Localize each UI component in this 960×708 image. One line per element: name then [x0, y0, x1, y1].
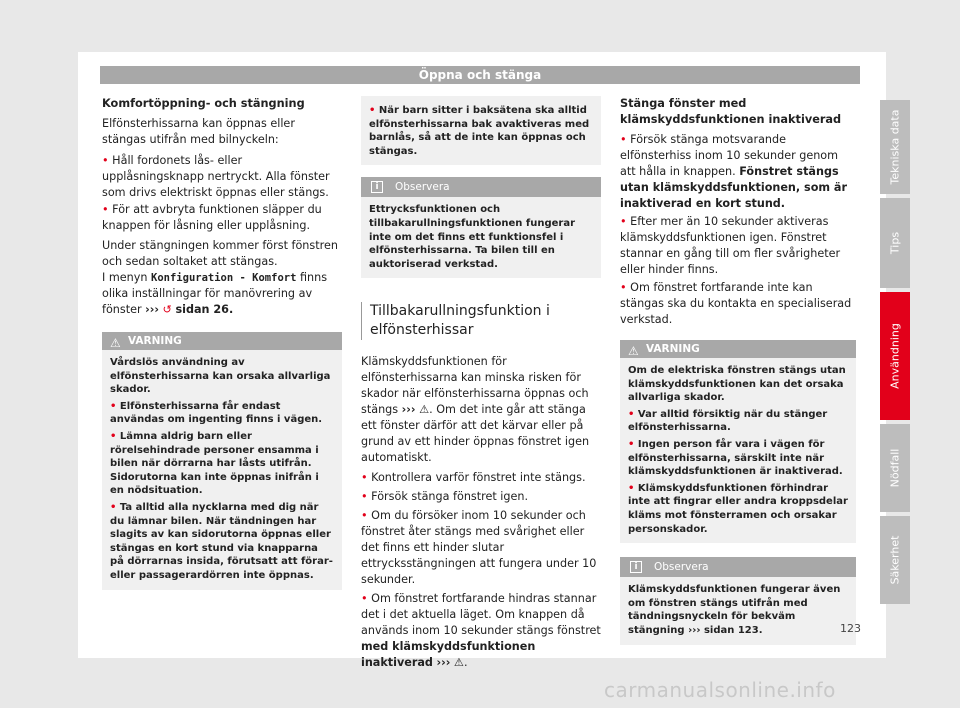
warning-box	[620, 340, 856, 543]
info-icon: i	[371, 181, 383, 193]
note-header: i Observera	[361, 177, 601, 197]
bullet-icon: •	[102, 154, 109, 167]
list-item: • När barn sitter i baksätena ska alltid elfönsterhissarna bak avaktiveras med barnlås, så att de inte kan öppnas och stängas.	[369, 105, 590, 157]
arrow-icon: ›››	[436, 656, 451, 670]
list-item: • Om fönstret fortfarande inte kan stängas ska du kontakta en specialiserad verkstad.	[620, 281, 852, 326]
page-header: Öppna och stänga	[100, 66, 860, 84]
list-item: • Försök stänga motsvarande elfönsterhiss inom 10 sekunder genom att hålla in knappen. Fönstret stängs utan klämskyddsfunktionen, som är inaktiverad en kort stund.	[620, 133, 848, 210]
info-icon: i	[630, 561, 642, 573]
arrow-icon: ›››	[145, 303, 159, 316]
body-text: I menyn Konfiguration - Komfort finns olika inställningar för manövrering av fönster ››› ↺ sidan 26.	[102, 271, 328, 316]
list-item: • Om du försöker inom 10 sekunder och fönstret åter stängs med svårighet eller det finns ett hinder slutar ettrycksstängningen att fungera under 10 sekunder.	[361, 509, 597, 587]
list-item: • Om fönstret fortfarande hindras stannar det i det aktuella läget. Om knappen då används inom 10 sekunder stängs fönstret med klämskyddsfunktionen inaktiverad ››› ⚠.	[361, 592, 601, 670]
arrow-icon: ›››	[688, 624, 701, 636]
section-title: Tillbakarullningsfunktion i elfönsterhissar	[361, 302, 601, 340]
page-number: 123	[840, 622, 861, 635]
note-header: i Observera	[620, 557, 856, 577]
body-text: Klämskyddsfunktionen för elfönsterhissarna kan minska risken för skador när elfönsterhissarna öppnas och stängs ››› ⚠. Om det inte går att stänga ett fönster därför att det kärvar eller på grund av ett hinder öppnas fönstret igen automatiskt.	[361, 355, 590, 465]
menu-code: Konfiguration - Komfort	[151, 272, 297, 284]
page-ref-link[interactable]: sidan 123.	[703, 624, 763, 636]
warning-header: ⚠ VARNING	[620, 340, 856, 358]
warning-box-continued	[361, 96, 601, 165]
list-item: • Lämna aldrig barn eller rörelsehindrade personer ensamma i bilen när dörrarna har låsts utifrån. Sidorutorna kan inte öppnas inifrån i en nödsituation.	[110, 430, 319, 497]
warning-intro: Om de elektriska fönstren stängs utan klämskyddsfunktionen kan det orsaka allvarliga skador.	[628, 365, 846, 404]
list-item: • Ingen person får vara i vägen för elfönsterhissarna, särskilt inte när klämskyddsfunktionen är inaktiverad.	[628, 438, 843, 478]
tab-anvandning[interactable]: Användning	[880, 292, 910, 420]
list-item: • Var alltid försiktig när du stänger elfönsterhissarna.	[628, 408, 828, 434]
note-box	[361, 177, 601, 278]
list-item: • Klämskyddsfunktionen förhindrar inte att fingrar eller andra kroppsdelar kläms mot fönsterramen och orsakar personskador.	[628, 482, 848, 535]
list-item: • Ta alltid alla nycklarna med dig när du lämnar bilen. När tändningen har slagits av kan sidorutorna öppnas eller stängas en kort stund via knapparna på dörrarnas insida, förutsatt att förar- eller passagerardörren inte öppnas.	[110, 501, 333, 581]
body-text: Under stängningen kommer först fönstren och sedan soltaket att stängas.	[102, 239, 338, 268]
intro-text: Elfönsterhissarna kan öppnas eller stängas utifrån med bilnyckeln:	[102, 117, 295, 146]
list-item: • Efter mer än 10 sekunder aktiveras klämskyddsfunktionen igen. Fönstret stannar en gång till om fler svårigheter eller hinder finns.	[620, 215, 841, 276]
column-1	[102, 96, 342, 590]
column-2	[361, 96, 601, 671]
list-item: • Håll fordonets lås- eller upplåsningsknapp nertryckt. Alla fönster som drivs elektriskt öppnas eller stängs.	[102, 154, 330, 199]
list-item: • Elfönsterhissarna får endast användas om ingenting finns i vägen.	[110, 400, 323, 426]
section-heading: Komfortöppning- och stängning	[102, 97, 305, 110]
warning-intro: Vårdslös användning av elfönsterhissarna kan orsaka allvarliga skador.	[110, 357, 331, 396]
warning-icon: ⚠	[453, 656, 464, 670]
list-item: • För att avbryta funktionen släpper du knappen för låsning eller upplåsning.	[102, 203, 322, 232]
warning-icon: ⚠	[419, 403, 430, 417]
tab-tips[interactable]: Tips	[880, 198, 910, 288]
column-3	[620, 96, 856, 645]
arrow-icon: ›››	[401, 403, 416, 417]
tab-tekniska-data[interactable]: Tekniska data	[880, 100, 910, 194]
warning-icon: ⚠	[110, 336, 121, 350]
note-box	[620, 557, 856, 644]
section-heading: Stänga fönster med klämskyddsfunktionen inaktiverad	[620, 97, 842, 126]
tab-sakerhet[interactable]: Säkerhet	[880, 516, 910, 604]
warning-box	[102, 332, 342, 590]
bullet-icon: •	[102, 203, 109, 216]
warning-icon: ⚠	[628, 344, 639, 358]
note-text: Ettrycksfunktionen och tillbakarullningsfunktionen fungerar inte om det finns ett funktionsfel i elfönsterhissarna. Ta bilen till en auktoriserad verkstad.	[369, 204, 576, 270]
tab-nodfall[interactable]: Nödfall	[880, 424, 910, 512]
list-item: • Försök stänga fönstret igen.	[361, 490, 529, 504]
watermark: carmanualsonline.info	[604, 678, 836, 702]
page-ref-link[interactable]: sidan 26.	[175, 303, 234, 316]
warning-header: ⚠ VARNING	[102, 332, 342, 350]
list-item: • Kontrollera varför fönstret inte stängs.	[361, 471, 586, 485]
menu-icon: ↺	[162, 303, 172, 316]
note-text: Klämskyddsfunktionen fungerar även om fönstren stängs utifrån med tändningsnyckeln för bekväm stängning ››› sidan 123.	[628, 584, 841, 636]
